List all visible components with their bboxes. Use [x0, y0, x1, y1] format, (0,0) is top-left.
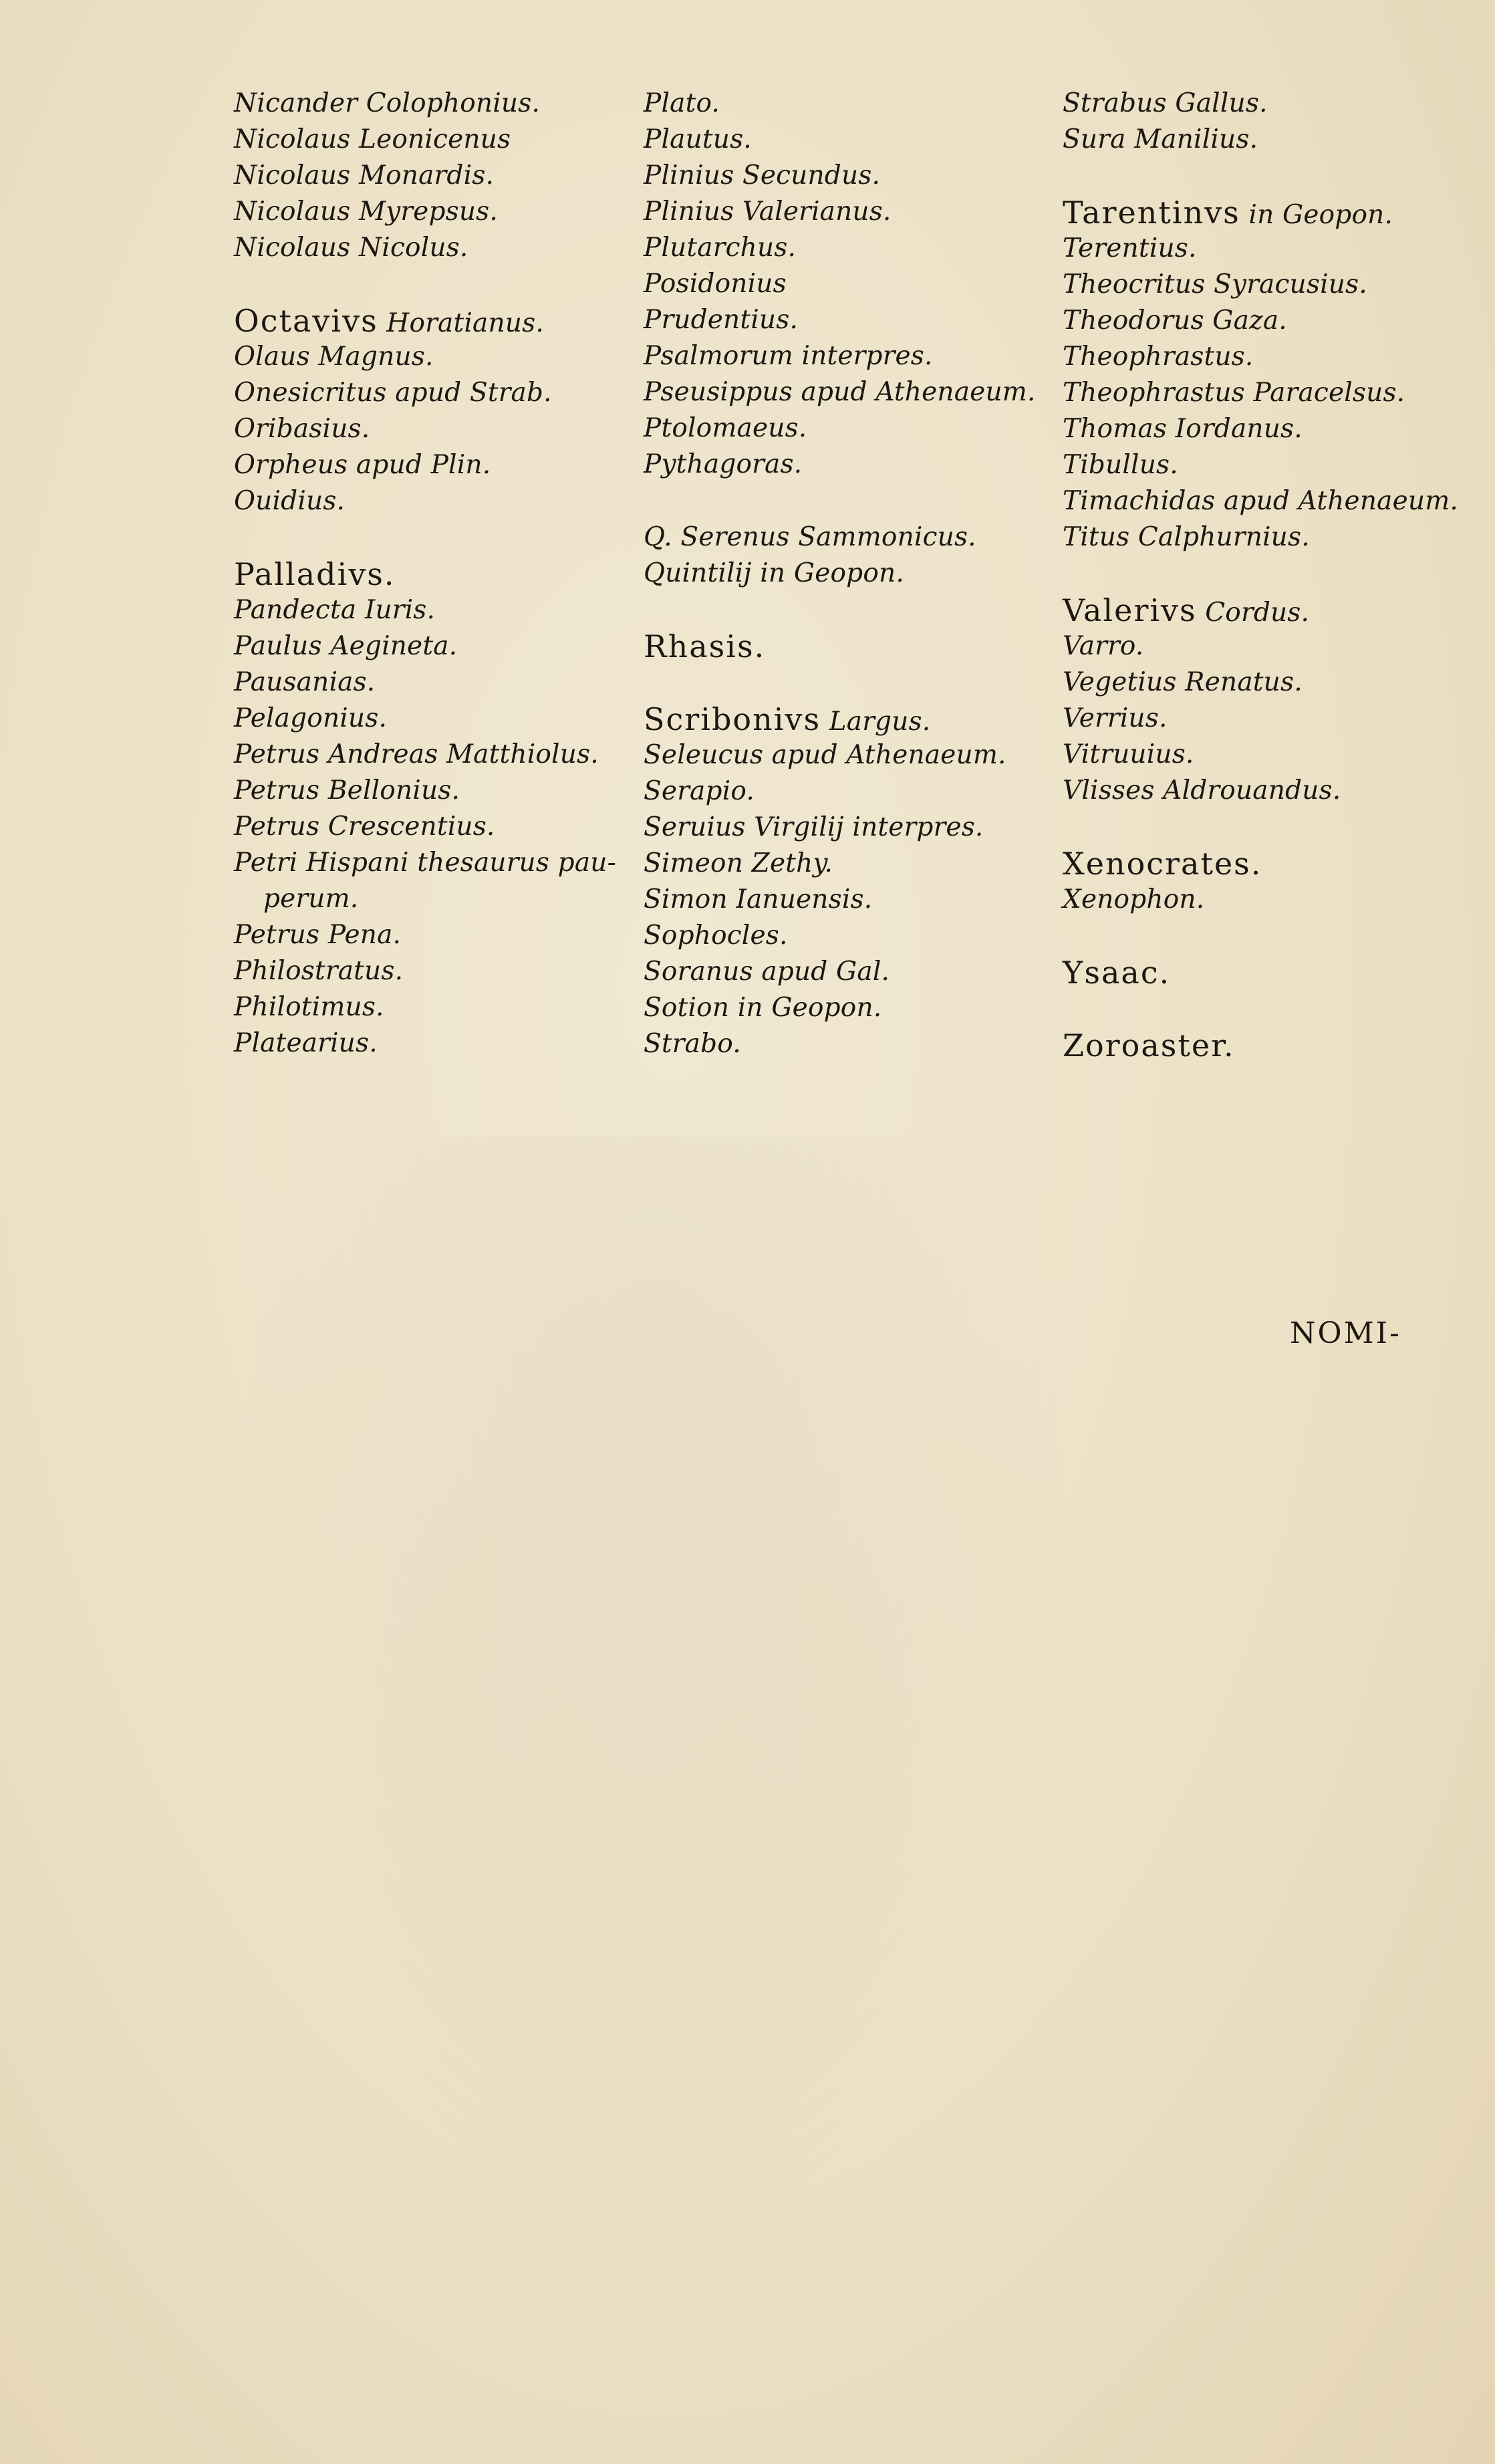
index-entry: Olaus Magnus.: [234, 342, 434, 372]
index-entry: Plautus.: [644, 124, 752, 154]
section-heading-entry: [234, 303, 635, 339]
index-entry: Pausanias.: [234, 667, 376, 697]
index-entry: Oribasius.: [234, 414, 370, 444]
index-entry: Soranus apud Gal.: [644, 957, 890, 987]
index-entry: Pandecta Iuris.: [234, 595, 436, 625]
heading-remainder: in Geopon.: [1240, 200, 1393, 230]
index-entry: Strabo.: [644, 1029, 741, 1059]
small-caps-heading: Ysaac.: [1063, 955, 1171, 991]
index-entry: Vegetius Renatus.: [1063, 667, 1303, 697]
section-gap: [234, 266, 635, 303]
index-entry: Philotimus.: [234, 992, 384, 1022]
section-gap: [1063, 991, 1490, 1027]
index-entry: Plato.: [644, 88, 720, 118]
index-entry: Q. Serenus Sammonicus.: [644, 522, 976, 552]
small-caps-heading: Valerivs: [1063, 592, 1197, 628]
section-gap: [644, 664, 1045, 701]
index-entry: Vitruuius.: [1063, 739, 1194, 769]
index-entry: Platearius.: [234, 1028, 378, 1058]
section-heading-entry: [1063, 1027, 1490, 1064]
heading-remainder: Horatianus.: [378, 308, 544, 338]
index-entry: Nicolaus Myrepsus.: [234, 197, 498, 227]
index-entry: Theophrastus.: [1063, 342, 1254, 372]
section-heading-entry: [1063, 195, 1490, 231]
section-heading-entry: [1063, 592, 1490, 628]
index-entry: Petrus Crescentius.: [234, 812, 495, 842]
index-entry: Terentius.: [1063, 233, 1197, 263]
index-entry: Ptolomaeus.: [644, 413, 807, 443]
small-caps-heading: Octavivs: [234, 303, 378, 339]
index-entry: Psalmorum interpres.: [644, 341, 933, 371]
index-entry: Onesicritus apud Strab.: [234, 378, 552, 408]
index-entry: Serapio.: [644, 776, 755, 806]
index-entry: Verrius.: [1063, 703, 1168, 733]
small-caps-heading: Zoroaster.: [1063, 1027, 1235, 1064]
section-gap: [1063, 158, 1490, 195]
index-entry: Timachidas apud Athenaeum.: [1063, 486, 1458, 516]
index-entry: Vlisses Aldrouandus.: [1063, 775, 1341, 806]
index-entry: Ouidius.: [234, 486, 346, 516]
index-entry: Thomas Iordanus.: [1063, 414, 1303, 444]
index-entry: Petrus Bellonius.: [234, 775, 460, 806]
section-heading-entry: [1063, 955, 1490, 991]
index-entry: Seleucus apud Athenaeum.: [644, 740, 1006, 770]
index-entry: Petrus Pena.: [234, 920, 402, 950]
index-entry: Nicolaus Leonicenus: [234, 124, 511, 154]
section-heading-entry: [644, 628, 1045, 664]
index-entry: Plinius Valerianus.: [644, 197, 892, 227]
index-entry: Sotion in Geopon.: [644, 993, 882, 1023]
section-heading-entry: [1063, 846, 1490, 882]
index-entry: Pelagonius.: [234, 703, 388, 733]
index-entry: Nicander Colophonius.: [234, 88, 541, 118]
section-gap: [1063, 918, 1490, 955]
small-caps-heading: Rhasis.: [644, 628, 766, 664]
heading-remainder: Largus.: [821, 707, 931, 737]
index-entry: Simeon Zethy.: [644, 848, 833, 878]
index-entry: Sophocles.: [644, 920, 788, 951]
index-entry: Pseusippus apud Athenaeum.: [644, 377, 1036, 407]
catchword: NOMI-: [1290, 1316, 1401, 1350]
section-gap: [1063, 556, 1490, 592]
index-entry: Philostratus.: [234, 956, 404, 986]
index-entry: Posidonius: [644, 269, 787, 299]
index-entry: Xenophon.: [1063, 884, 1205, 914]
small-caps-heading: Scribonivs: [644, 701, 821, 737]
index-entry: Pythagoras.: [644, 449, 803, 479]
index-entry: Plutarchus.: [644, 233, 797, 263]
index-column-2: [644, 86, 1045, 1062]
section-gap: [644, 483, 1045, 519]
index-entry: Plinius Secundus.: [644, 160, 881, 191]
index-entry: Paulus Aegineta.: [234, 631, 458, 661]
section-gap: [1063, 809, 1490, 846]
index-entry: Petrus Andreas Matthiolus.: [234, 739, 599, 769]
small-caps-heading: Xenocrates.: [1063, 846, 1262, 882]
index-entry: Theodorus Gaza.: [1063, 305, 1287, 336]
section-gap: [644, 592, 1045, 628]
index-entry: Seruius Virgilij interpres.: [644, 812, 984, 842]
index-entry: Prudentius.: [644, 305, 799, 335]
index-entry: Orpheus apud Plin.: [234, 450, 491, 480]
index-entry: Tibullus.: [1063, 450, 1178, 480]
section-heading-entry: [234, 556, 635, 592]
section-heading-entry: [644, 701, 1045, 737]
small-caps-heading: Tarentinvs: [1063, 195, 1240, 231]
index-column-1: [234, 86, 635, 1062]
index-entry: Nicolaus Nicolus.: [234, 233, 468, 263]
index-entry-continuation: perum.: [263, 884, 359, 914]
small-caps-heading: Palladivs.: [234, 556, 396, 592]
index-entry: Simon Ianuensis.: [644, 884, 873, 914]
index-entry: Nicolaus Monardis.: [234, 160, 495, 191]
heading-remainder: Cordus.: [1196, 598, 1310, 628]
index-entry: Theophrastus Paracelsus.: [1063, 378, 1405, 408]
index-column-3: [1063, 86, 1490, 1064]
index-entry: Strabus Gallus.: [1063, 88, 1268, 118]
index-entry: Petri Hispani thesaurus pau-: [234, 848, 616, 878]
index-entry: Varro.: [1063, 631, 1144, 661]
show-through-stain: [227, 1136, 1083, 2273]
index-entry: Sura Manilius.: [1063, 124, 1258, 154]
index-entry: Theocritus Syracusius.: [1063, 269, 1367, 299]
index-entry: Titus Calphurnius.: [1063, 522, 1310, 552]
index-entry: Quintilij in Geopon.: [644, 558, 904, 588]
section-gap: [234, 519, 635, 556]
